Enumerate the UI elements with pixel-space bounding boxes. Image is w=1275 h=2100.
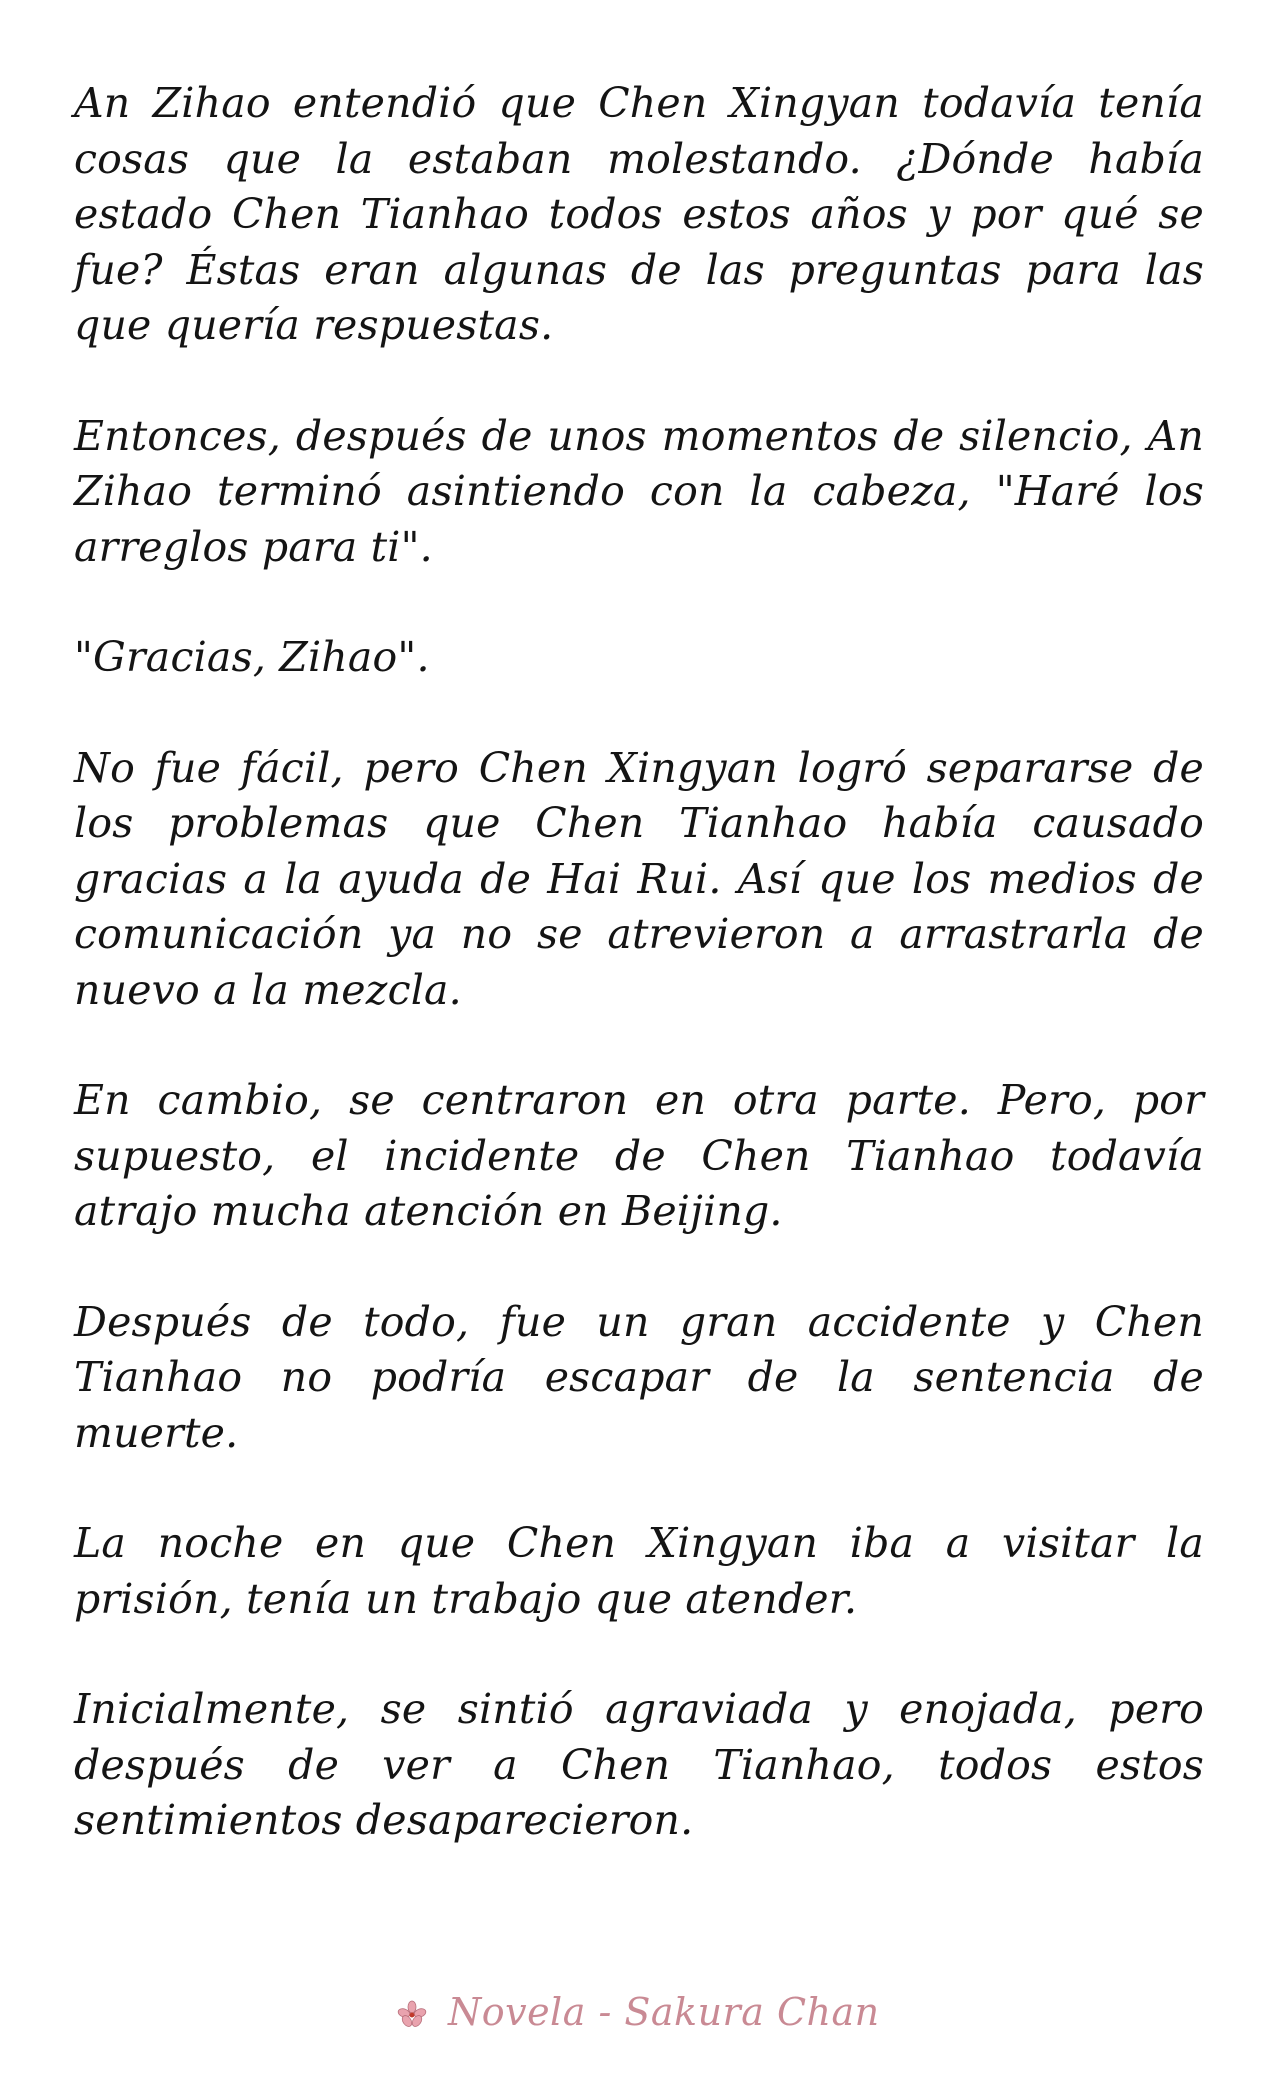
- chapter-text: [74, 76, 1204, 1904]
- paragraph-6: Después de todo, fue un gran accidente y Chen Tianhao no podría escapar de la sentencia de muerte.: [74, 1297, 1204, 1457]
- paragraph-8: Inicialmente, se sintió agraviada y enojada, pero después de ver a Chen Tianhao, todos estos sentimientos desaparecieron.: [74, 1685, 1204, 1844]
- watermark-text: Novela - Sakura Chan: [447, 1990, 880, 2034]
- paragraph-5: En cambio, se centraron en otra parte. Pero, por supuesto, el incidente de Chen Tianhao todavía atrajo mucha atención en Beijing.: [74, 1076, 1204, 1235]
- watermark-footer: [0, 1990, 1275, 2038]
- paragraph-4: No fue fácil, pero Chen Xingyan logró separarse de los problemas que Chen Tianhao había causado gracias a la ayuda de Hai Rui. Así que los medios de comunicación ya no se atrevieron a arrastrarla de nuevo a la mezcla.: [74, 743, 1204, 1014]
- paragraph-1: An Zihao entendió que Chen Xingyan todavía tenía cosas que la estaban molestando. ¿Dónde había estado Chen Tianhao todos estos años y por qué se fue? Éstas eran algunas de las preguntas para las que quería respuestas.: [74, 79, 1204, 349]
- paragraph-7: La noche en que Chen Xingyan iba a visitar la prisión, tenía un trabajo que atender.: [74, 1519, 1204, 1623]
- paragraph-3: "Gracias, Zihao".: [74, 633, 430, 681]
- sakura-flower-icon: [395, 1994, 429, 2038]
- paragraph-2: Entonces, después de unos momentos de silencio, An Zihao terminó asintiendo con la cabeza, "Haré los arreglos para ti".: [74, 411, 1204, 571]
